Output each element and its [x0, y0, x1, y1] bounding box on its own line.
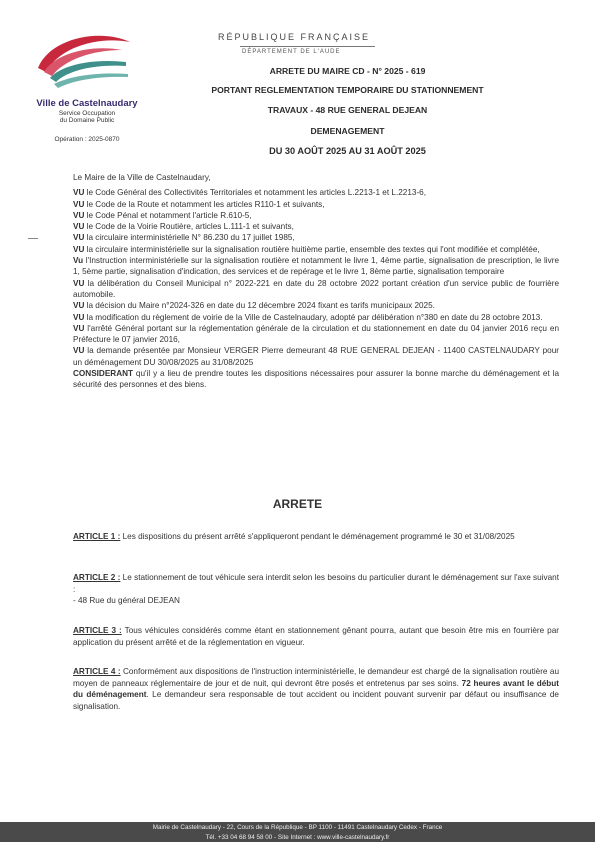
considerations-list [73, 187, 559, 390]
consideration-item [73, 300, 559, 311]
consideration-lead: VU [73, 199, 85, 209]
consideration-lead: VU [73, 233, 85, 243]
article-1-text: Les dispositions du présent arrêté s'appliqueront pendant le déménagement programmé le 30 et 31/08/2025 [120, 532, 515, 541]
consideration-item [73, 278, 559, 301]
article-2-street: - 48 Rue du général DEJEAN [73, 596, 180, 605]
operation-number: Opération : 2025-0870 [54, 136, 120, 143]
consideration-item [73, 255, 559, 278]
republique-francaise: RÉPUBLIQUE FRANÇAISE [218, 32, 371, 42]
footer-address: Mairie de Castelnaudary - 22, Cours de la République - BP 1100 - 11491 Castelnaudary Cedex - France [152, 824, 443, 831]
consideration-lead: Vu [73, 256, 84, 266]
consideration-lead: VU [73, 278, 85, 288]
consideration-lead: VU [73, 323, 85, 333]
consideration-item [73, 368, 559, 391]
article-2-label: ARTICLE 2 : [73, 573, 121, 582]
consideration-item [73, 312, 559, 323]
article-3-label: ARTICLE 3 : [73, 626, 122, 635]
castelnaudary-logo-icon [30, 28, 140, 96]
consideration-item [73, 221, 559, 232]
consideration-text: la circulaire interministérielle sur la signalisation routière huitième partie, ensemble des textes qui l'ont modifiée et complétée, [84, 244, 540, 254]
consideration-text: qu'il y a lieu de prendre toutes les dispositions nécessaires pour assurer la bonne marche du déménagement et la sécurité des personnes et des biens. [73, 369, 559, 390]
consideration-text: la délibération du Conseil Municipal n° 2022-221 en date du 28 octobre 2022 portant création d'un service public de fourrière automobile. [73, 278, 559, 299]
works-type: DEMENAGEMENT [310, 126, 385, 136]
arrete-heading: ARRETE [272, 497, 323, 511]
logo-service-line1: Service Occupation [58, 110, 116, 117]
article-2-text: Le stationnement de tout véhicule sera interdit selon les besoins du particulier durant le déménagement sur l'axe suivant : [73, 573, 559, 594]
article-1 [73, 531, 559, 543]
consideration-item [73, 187, 559, 198]
arrete-subject: PORTANT REGLEMENTATION TEMPORAIRE DU STATIONNEMENT [211, 85, 484, 95]
consideration-lead: VU [73, 312, 85, 322]
consideration-lead: VU [73, 301, 85, 311]
arrete-period: DU 30 AOÛT 2025 AU 31 AOÛT 2025 [269, 146, 426, 156]
consideration-item [73, 345, 559, 368]
intro-line: Le Maire de la Ville de Castelnaudary, [73, 173, 211, 182]
consideration-text: le Code Pénal et notamment l'article R.610-5, [84, 210, 252, 220]
departement: DÉPARTEMENT DE L'AUDE [242, 49, 341, 55]
consideration-lead: CONSIDERANT [73, 369, 134, 379]
consideration-lead: VU [73, 222, 85, 232]
article-3 [73, 625, 559, 648]
consideration-text: l'Instruction interministérielle sur la signalisation routière et notamment le livre 1, 4ème partie, signalisation de prescription, le livre 1, 5ème partie, signalisation d'indication, des services et de repérage et le livre 1, 8ème partie, signalisation temporaire [73, 256, 559, 277]
consideration-text: le Code Général des Collectivités Territoriales et notamment les articles L.2213-1 et L.2213-6, [84, 188, 426, 198]
consideration-text: le Code de la Route et notamment les articles R110-1 et suivants, [84, 199, 325, 209]
works-location: TRAVAUX - 48 RUE GENERAL DEJEAN [267, 105, 428, 115]
article-4-text-end: . Le demandeur sera responsable de tout accident ou incident pouvant survenir par défaut ou insuffisance de signalisation. [73, 690, 559, 711]
logo-city-name: Ville de Castelnaudary [36, 98, 138, 109]
consideration-item [73, 210, 559, 221]
consideration-text: la demande présentée par Monsieur VERGER Pierre demeurant 48 RUE GENERAL DEJEAN - 11400 CASTELNAUDARY pour un déménagement DU 30/08/2025 au 31/08/2025 [73, 346, 559, 367]
consideration-lead: VU [73, 346, 85, 356]
logo-service [22, 110, 152, 124]
consideration-text: la circulaire interministérielle N° 86.230 du 17 juillet 1985, [84, 233, 295, 243]
article-1-label: ARTICLE 1 : [73, 532, 121, 541]
article-3-text: Tous véhicules considérés comme étant en stationnement gênant pourra, autant que besoin être mis en fourrière par application du présent arrêté et de la réglementation en vigueur. [73, 626, 560, 647]
article-4 [73, 666, 559, 712]
footer [0, 822, 595, 842]
consideration-lead: VU [73, 210, 85, 220]
consideration-item [73, 199, 559, 210]
consideration-text: la modification du règlement de voirie de la Ville de Castelnaudary, adopté par délibération n°380 en date du 28 octobre 2013. [84, 312, 543, 322]
consideration-item [73, 244, 559, 255]
margin-mark [28, 238, 38, 239]
consideration-text: l'arrêté Général portant sur la réglementation générale de la circulation et du stationnement en date du 04 janvier 2016 reçu en Préfecture le 07 janvier 2016, [73, 323, 559, 345]
city-logo [18, 28, 158, 96]
article-4-label: ARTICLE 4 : [73, 667, 121, 676]
header-divider [240, 46, 375, 47]
article-4-text: Conformément aux dispositions de l'instruction interministérielle, le demandeur est chargé de la signalisation routière au moyen de panneaux réglementaire de jour et de nuit, qui devront être posés et entretenus par ses soins. [73, 667, 559, 688]
consideration-lead: VU [73, 244, 85, 254]
consideration-item [73, 323, 559, 346]
consideration-item [73, 232, 559, 243]
consideration-text: le Code de la Voirie Routière, articles L.111-1 et suivants, [84, 222, 294, 232]
logo-service-line2: du Domaine Public [59, 117, 115, 124]
arrete-number: ARRETE DU MAIRE CD - N° 2025 - 619 [269, 66, 426, 76]
footer-contact: Tél. +33 04 68 94 58 00 - Site Internet : www.ville-castelnaudary.fr [205, 834, 390, 841]
consideration-text: la décision du Maire n°2024-326 en date du 12 décembre 2024 fixant es tarifs municipaux 2025. [84, 301, 435, 311]
consideration-lead: VU [73, 188, 85, 198]
considerations [73, 172, 559, 391]
article-4-deadline: 72 heures avant le début du déménagement [73, 678, 560, 699]
article-2 [73, 572, 559, 607]
